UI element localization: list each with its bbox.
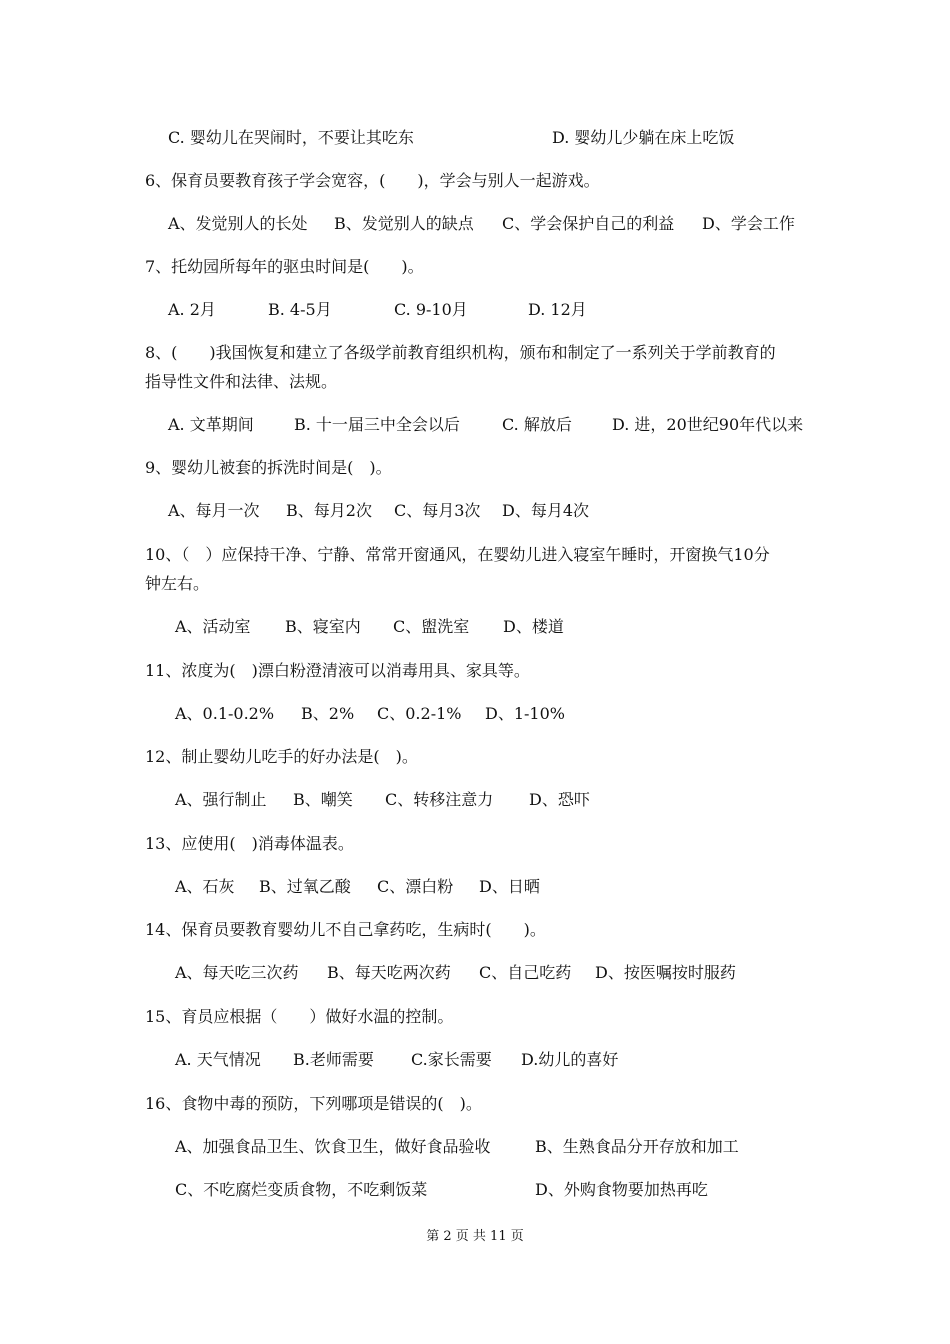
q10-question-line1: 10、（ ）应保持干净、宁静、常常开窗通风，在婴幼儿进入寝室午睡时，开窗换气10分 bbox=[145, 545, 770, 564]
q7-option-c: C. 9-10月 bbox=[394, 300, 468, 319]
q7-option-d: D. 12月 bbox=[528, 300, 587, 319]
q12-question: 12、制止婴幼儿吃手的好办法是( )。 bbox=[145, 747, 418, 766]
q15-option-a: A. 天气情况 bbox=[175, 1050, 261, 1069]
q8-question-line2: 指导性文件和法律、法规。 bbox=[145, 372, 338, 391]
q10-option-a: A、活动室 bbox=[175, 617, 251, 636]
q15-question: 15、育员应根据（ ）做好水温的控制。 bbox=[145, 1007, 454, 1026]
q9-question: 9、婴幼儿被套的拆洗时间是( )。 bbox=[145, 458, 392, 477]
q13-question: 13、应使用( )消毒体温表。 bbox=[145, 834, 354, 853]
q12-option-b: B、嘲笑 bbox=[293, 790, 353, 809]
q6-option-d: D、学会工作 bbox=[702, 214, 795, 233]
q16-option-a: A、加强食品卫生、饮食卫生，做好食品验收 bbox=[175, 1137, 491, 1156]
q8-option-d: D. 进，20世纪90年代以来 bbox=[612, 415, 804, 434]
q9-option-c: C、每月3次 bbox=[394, 501, 481, 520]
q10-option-d: D、楼道 bbox=[503, 617, 564, 636]
q8-question-line1: 8、( )我国恢复和建立了各级学前教育组织机构，颁布和制定了一系列关于学前教育的 bbox=[145, 343, 776, 362]
q6-option-a: A、发觉别人的长处 bbox=[168, 214, 308, 233]
q5-option-d: D. 婴幼儿少躺在床上吃饭 bbox=[552, 128, 735, 147]
q15-option-d: D.幼儿的喜好 bbox=[521, 1050, 619, 1069]
q8-option-b: B. 十一届三中全会以后 bbox=[294, 415, 460, 434]
q12-option-a: A、强行制止 bbox=[175, 790, 267, 809]
q12-option-d: D、恐吓 bbox=[529, 790, 590, 809]
q11-option-d: D、1-10% bbox=[485, 704, 565, 723]
q5-option-c: C. 婴幼儿在哭闹时，不要让其吃东 bbox=[168, 128, 414, 147]
q6-option-c: C、学会保护自己的利益 bbox=[502, 214, 675, 233]
q10-question-line2: 钟左右。 bbox=[145, 574, 210, 593]
q11-option-c: C、0.2-1% bbox=[377, 704, 462, 723]
q16-option-b: B、生熟食品分开存放和加工 bbox=[535, 1137, 739, 1156]
q6-question: 6、保育员要教育孩子学会宽容，( )，学会与别人一起游戏。 bbox=[145, 171, 600, 190]
q9-option-b: B、每月2次 bbox=[286, 501, 372, 520]
q14-option-a: A、每天吃三次药 bbox=[175, 963, 299, 982]
q14-option-d: D、按医嘱按时服药 bbox=[595, 963, 736, 982]
q13-option-b: B、过氧乙酸 bbox=[259, 877, 351, 896]
q9-option-d: D、每月4次 bbox=[502, 501, 590, 520]
q7-question: 7、托幼园所每年的驱虫时间是( )。 bbox=[145, 257, 424, 276]
q14-option-b: B、每天吃两次药 bbox=[327, 963, 451, 982]
q13-option-d: D、日晒 bbox=[479, 877, 540, 896]
q16-option-d: D、外购食物要加热再吃 bbox=[535, 1180, 708, 1199]
q14-question: 14、保育员要教育婴幼儿不自己拿药吃，生病时( )。 bbox=[145, 920, 546, 939]
q16-question: 16、食物中毒的预防，下列哪项是错误的( )。 bbox=[145, 1094, 482, 1113]
page-footer: 第 2 页 共 11 页 bbox=[426, 1229, 524, 1244]
q11-option-b: B、2% bbox=[301, 704, 355, 723]
q6-option-b: B、发觉别人的缺点 bbox=[334, 214, 474, 233]
q16-option-c: C、不吃腐烂变质食物，不吃剩饭菜 bbox=[175, 1180, 428, 1199]
q7-option-b: B. 4-5月 bbox=[268, 300, 332, 319]
q8-option-c: C. 解放后 bbox=[502, 415, 572, 434]
q7-option-a: A. 2月 bbox=[168, 300, 216, 319]
q13-option-c: C、漂白粉 bbox=[377, 877, 454, 896]
q13-option-a: A、石灰 bbox=[175, 877, 235, 896]
q11-option-a: A、0.1-0.2% bbox=[175, 704, 275, 723]
q10-option-c: C、盥洗室 bbox=[393, 617, 470, 636]
q10-option-b: B、寝室内 bbox=[285, 617, 361, 636]
q8-option-a: A. 文革期间 bbox=[168, 415, 254, 434]
q15-option-c: C.家长需要 bbox=[411, 1050, 492, 1069]
q15-option-b: B.老师需要 bbox=[293, 1050, 374, 1069]
q9-option-a: A、每月一次 bbox=[168, 501, 260, 520]
q14-option-c: C、自己吃药 bbox=[479, 963, 572, 982]
q11-question: 11、浓度为( )漂白粉澄清液可以消毒用具、家具等。 bbox=[145, 661, 530, 680]
q12-option-c: C、转移注意力 bbox=[385, 790, 494, 809]
